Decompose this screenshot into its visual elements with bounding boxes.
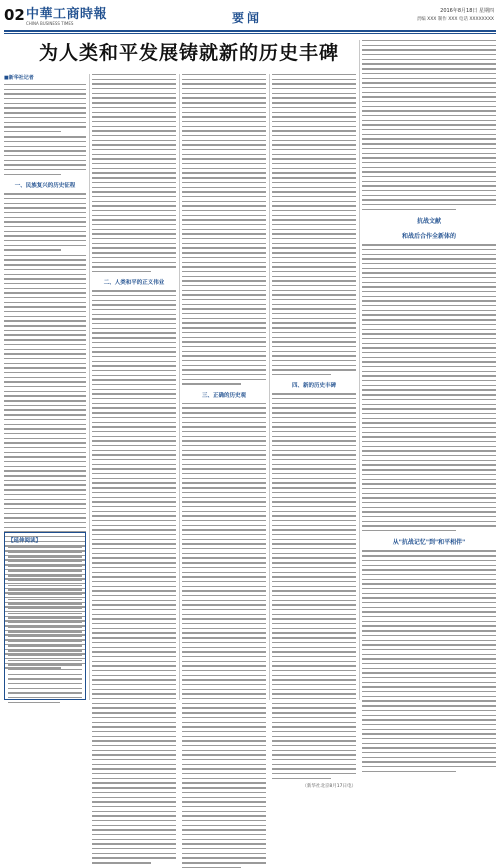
masthead-rule-thin — [4, 33, 496, 34]
body-text-block — [8, 547, 82, 703]
body-text-block — [4, 136, 86, 175]
body-text-block — [272, 393, 356, 779]
sidebar-box — [4, 532, 86, 700]
column-divider — [269, 74, 270, 700]
body-text-block — [92, 74, 176, 272]
article-column-2 — [92, 74, 176, 700]
article-subhead: 一、民族复兴的历史征程 — [14, 183, 76, 190]
body-text-block — [182, 74, 266, 385]
body-text-block — [362, 40, 496, 210]
body-text-block — [92, 290, 176, 863]
editor-info: 责编 XXX 制作 XXX 电话 XXXXXXXX — [416, 17, 494, 22]
sidebar-subheading: 从"抗战记忆"到"和平相伴" — [392, 539, 466, 547]
body-text-block — [362, 244, 496, 531]
article-headline: 为人类和平发展铸就新的历史丰碑 — [38, 42, 339, 64]
article-subhead: 二、人类和平的正义伟业 — [103, 280, 165, 287]
article-subhead: 四、新的历史丰碑 — [291, 383, 336, 390]
paper-name: 中華工商時報 — [26, 7, 108, 22]
column-divider — [359, 40, 360, 700]
sidebar-subheading: 和战后合作全新体的 — [401, 233, 456, 241]
masthead-rule — [4, 30, 496, 32]
sidebar-box-title: 【延伸阅读】 — [8, 538, 42, 544]
sidebar-column — [362, 40, 496, 700]
column-divider — [89, 74, 90, 700]
body-text-block — [4, 193, 86, 251]
article-column-4 — [272, 74, 356, 790]
masthead — [4, 4, 496, 28]
sidebar-heading: 抗战文献 — [416, 218, 441, 226]
article-column-1 — [4, 74, 86, 529]
article-byline: ■新华社记者 — [4, 75, 34, 81]
article-credit: （新华社北京8月17日电） — [302, 784, 356, 790]
body-text-block — [4, 84, 86, 132]
article-subhead: 三、正确的历史观 — [201, 392, 246, 399]
body-text-block — [272, 74, 356, 375]
body-text-block — [362, 550, 496, 772]
issue-date: 2016年8月18日 星期四 — [440, 8, 494, 14]
column-divider — [179, 74, 180, 700]
article-column-3 — [182, 74, 266, 700]
body-text-block — [182, 403, 266, 868]
section-title: 要闻 — [232, 11, 263, 25]
page-number: 02 — [4, 6, 25, 24]
paper-english-name: CHINA BUSINESS TIMES — [26, 21, 74, 26]
